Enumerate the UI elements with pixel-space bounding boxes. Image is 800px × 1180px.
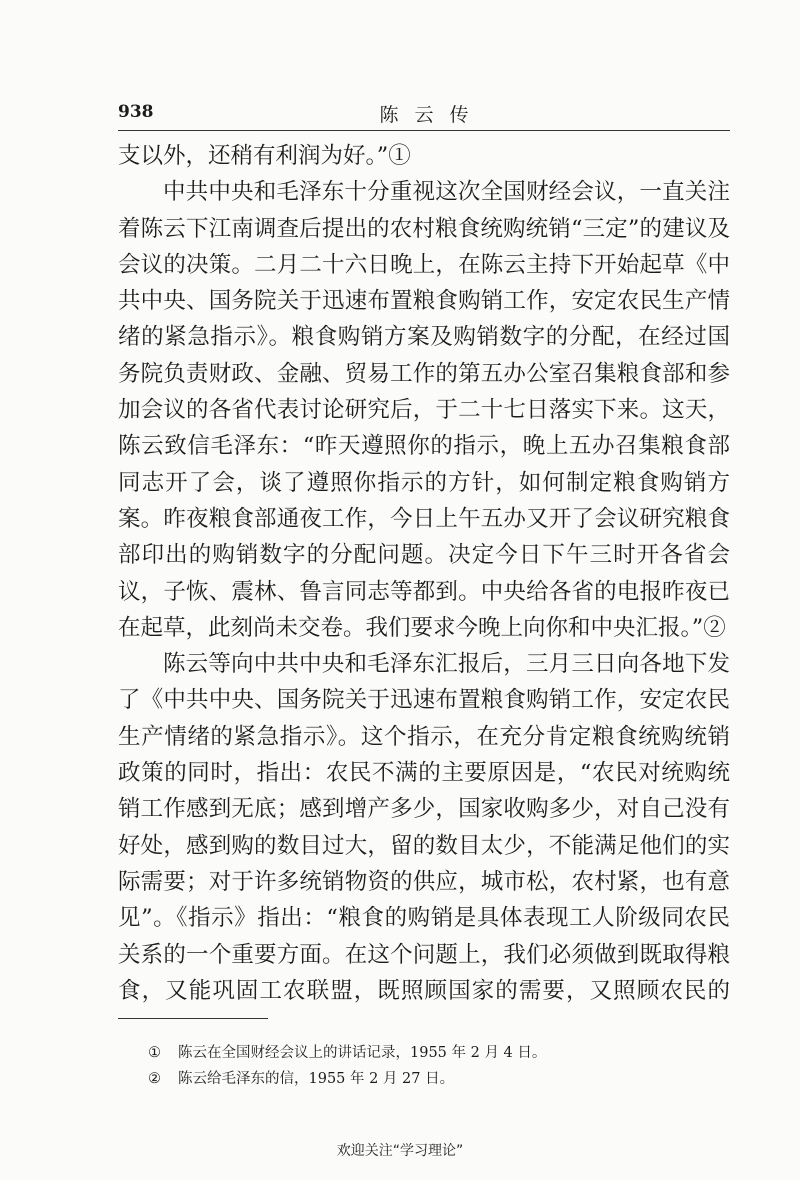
body-text [118,138,730,1009]
page-number: 938 [118,102,154,122]
footnote-rule [118,1018,268,1019]
footer-caption: 欢迎关注“学习理论” [336,1143,464,1159]
footnote-mark: ① [148,1045,161,1061]
footnote [148,1040,708,1066]
footnote-mark: ② [148,1071,161,1087]
paragraph-continued: 支以外，还稍有利润为好。”① [118,143,411,169]
footnote-text: 陈云在全国财经会议上的讲话记录，1955 年 2 月 4 日。 [178,1045,547,1061]
paragraph: 中共中央和毛泽东十分重视这次全国财经会议，一直关注着陈云下江南调查后提出的农村粮食统购统销“三定”的建议及会议的决策。二月二十六日晚上，在陈云主持下开始起草《中共中央、国务院关于迅速布置粮食购销工作，安定农民生产情绪的紧急指示》。粮食购销方案及购销数字的分配，在经过国务院负责财政、金融、贸易工作的第五办公室召集粮食部和参加会议的各省代表讨论研究后，于二十七日落实下来。这天，陈云致信毛泽东：“昨天遵照你的指示，晚上五办召集粮食部同志开了会，谈了遵照你指示的方针，如何制定粮食购销方案。昨夜粮食部通夜工作，今日上午五办又开了会议研究粮食部印出的购销数字的分配问题。决定今日下午三时开各省会议，子恢、震林、鲁言同志等都到。中央给各省的电报昨夜已在起草，此刻尚未交卷。我们要求今晚上向你和中央汇报。”② [118,179,730,641]
footnote [148,1066,708,1092]
footnotes [148,1040,708,1092]
footnote-text: 陈云给毛泽东的信，1955 年 2 月 27 日。 [178,1071,455,1087]
header-rule [118,130,730,131]
page-header [118,100,730,128]
paragraph: 陈云等向中共中央和毛泽东汇报后，三月三日向各地下发了《中共中央、国务院关于迅速布置粮食购销工作，安定农民生产情绪的紧急指示》。这个指示，在充分肯定粮食统购统销政策的同时，指出：农民不满的主要原因是，“农民对统购统销工作感到无底；感到增产多少，国家收购多少，对自己没有好处，感到购的数目过大，留的数目太少，不能满足他们的实际需要；对于许多统销物资的供应，城市松，农村紧，也有意见”。《指示》指出：“粮食的购销是具体表现工人阶级同农民关系的一个重要方面。在这个问题上，我们必须做到既取得粮食，又能巩固工农联盟，既照顾国家的需要，又照顾农民的 [118,651,730,1004]
running-title: 陈云传 [379,104,485,126]
